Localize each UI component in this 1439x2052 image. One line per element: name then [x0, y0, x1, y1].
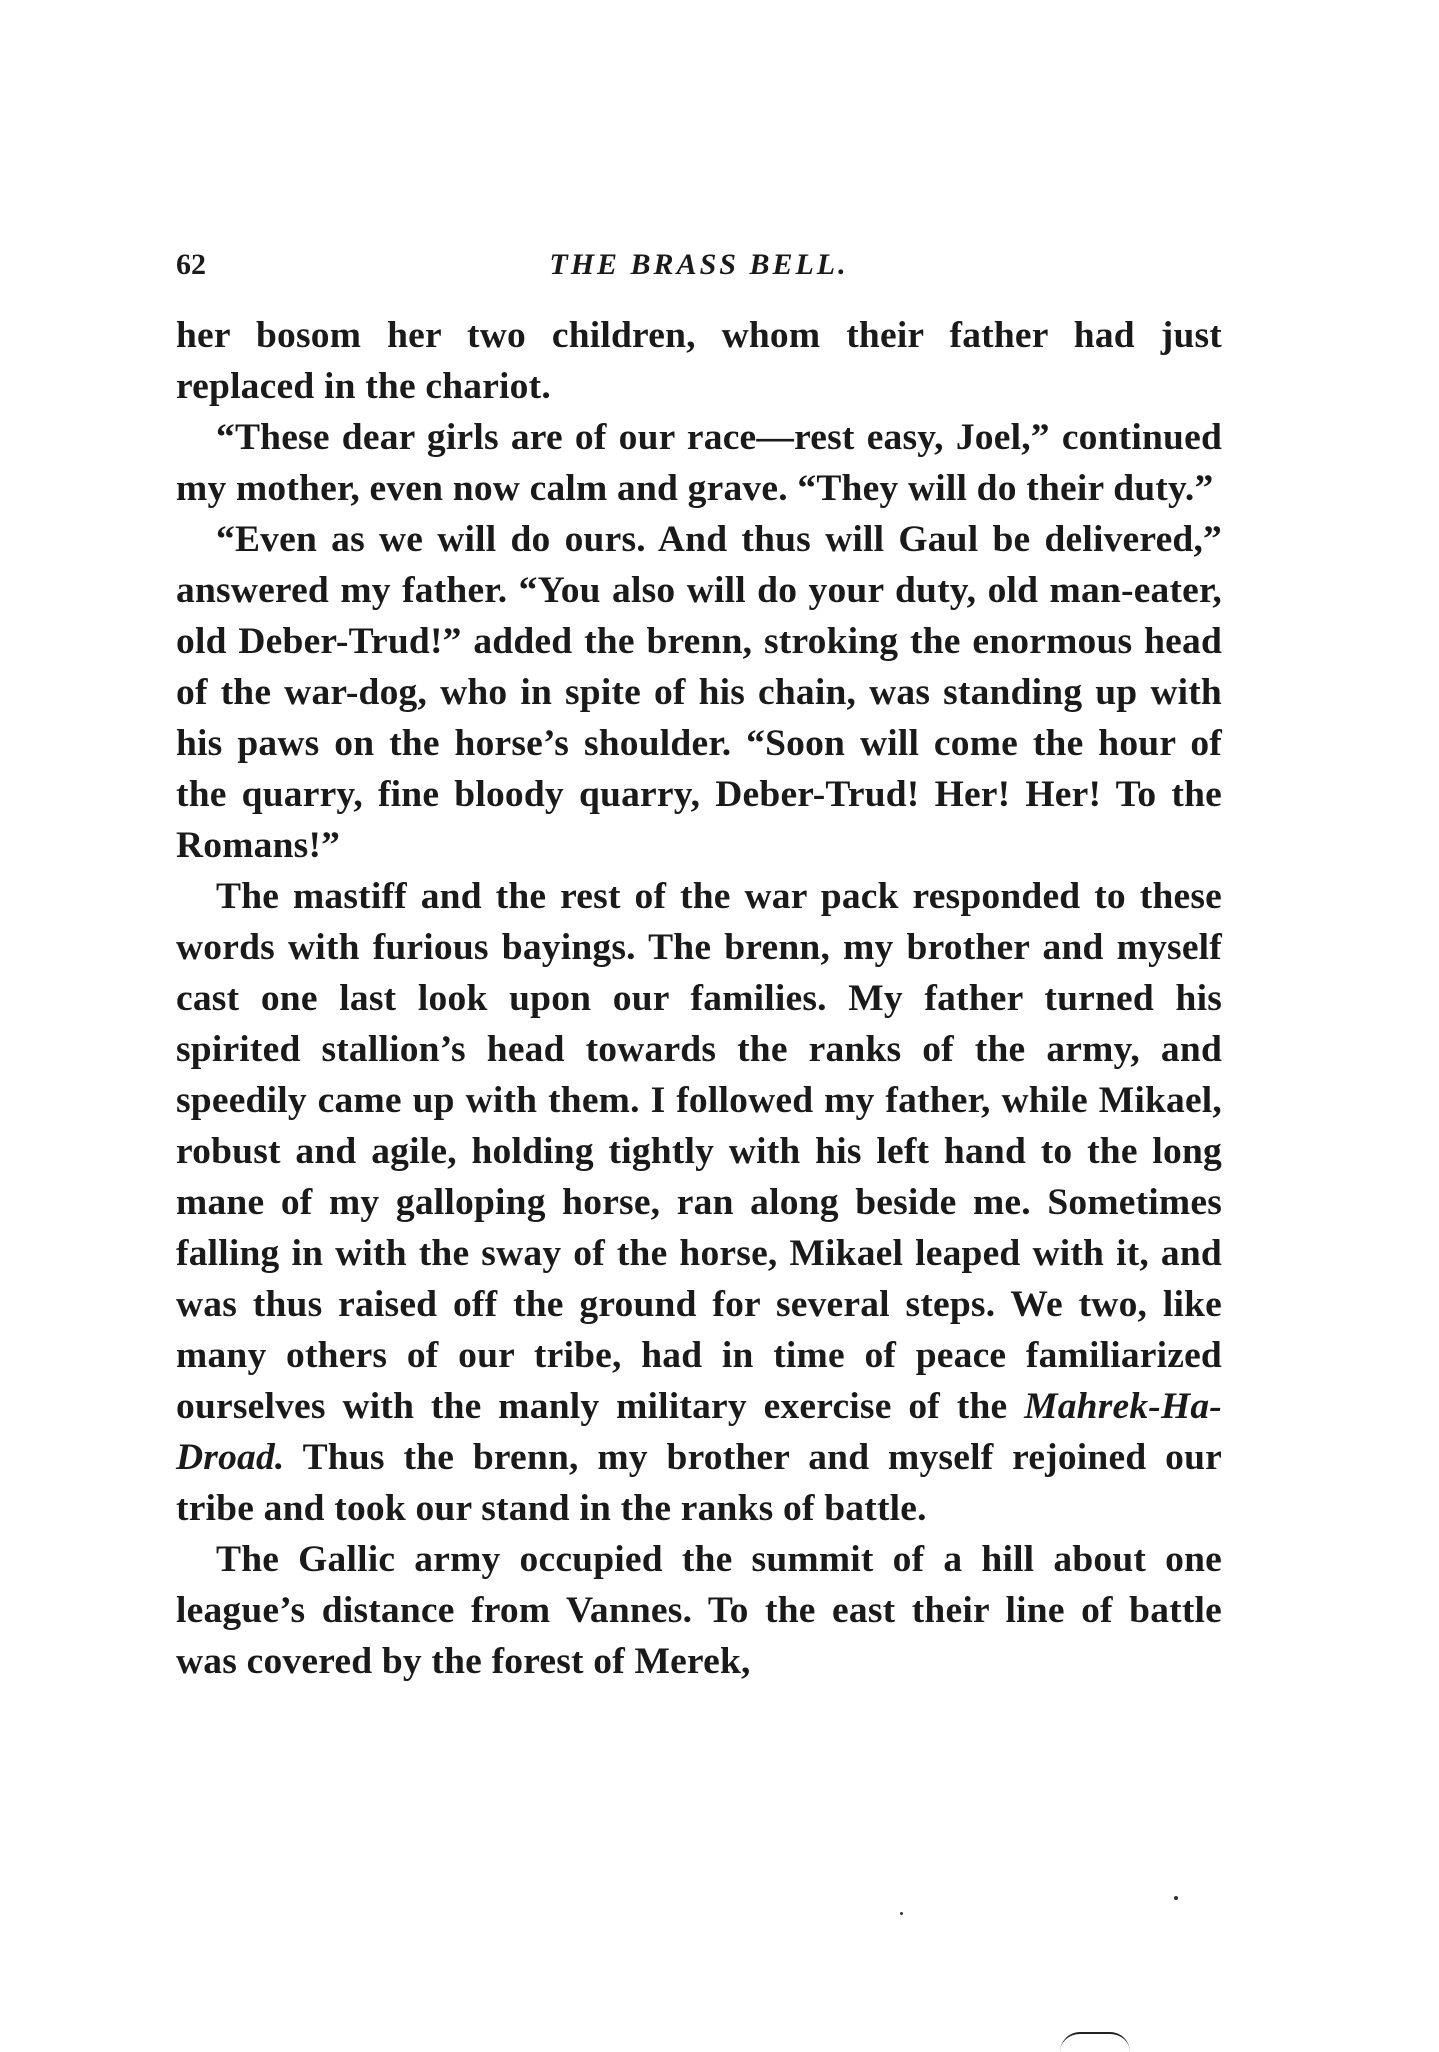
- book-page: [176, 240, 1222, 1687]
- print-speck: [900, 1912, 903, 1915]
- page-header: [176, 240, 1222, 290]
- paragraph-4-text-end: Thus the brenn, my brother and myself rejoined our tribe and took our stand in the ranks of battle.: [176, 1437, 1222, 1529]
- page-number: 62: [176, 248, 206, 281]
- paragraph-4-text: The mastiff and the rest of the war pack responded to these words with furious bayings. The brenn, my brother and myself cast one last look upon our families. My father turned his spirited stallion’s head towards the ranks of the army, and speedily came up with them. I followed my father, while Mikael, robust and agile, holding tightly with his left hand to the long mane of my galloping horse, ran along beside me. Sometimes falling in with the sway of the horse, Mikael leaped with it, and was thus raised off the ground for several steps. We two, like many others of our tribe, had in time of peace familiarized ourselves with the manly military exercise of the: [176, 876, 1222, 1427]
- catchword-mark: [1060, 2032, 1130, 2052]
- print-speck: [1174, 1896, 1178, 1900]
- paragraph-3: “Even as we will do ours. And thus will Gaul be delivered,” answered my father. “You also will do your duty, old man-eater, old Deber-Trud!” added the brenn, stroking the enormous head of the war-dog, who in spite of his chain, was standing up with his paws on the horse’s shoulder. “Soon will come the hour of the quarry, fine bloody quarry, Deber-Trud! Her! Her! To the Romans!”: [176, 519, 1222, 866]
- body-text: [176, 310, 1222, 1687]
- paragraph-1: her bosom her two children, whom their father had just replaced in the chariot.: [176, 315, 1222, 407]
- running-title: THE BRASS BELL.: [549, 248, 849, 281]
- paragraph-4: [176, 871, 1222, 1534]
- paragraph-2: “These dear girls are of our race—rest easy, Joel,” continued my mother, even now calm and grave. “They will do their duty.”: [176, 417, 1222, 509]
- italic-term: Mahrek-Ha-Droad.: [176, 1386, 1222, 1478]
- paragraph-5: The Gallic army occupied the summit of a hill about one league’s distance from Vannes. To the east their line of battle was covered by the forest of Merek,: [176, 1539, 1222, 1682]
